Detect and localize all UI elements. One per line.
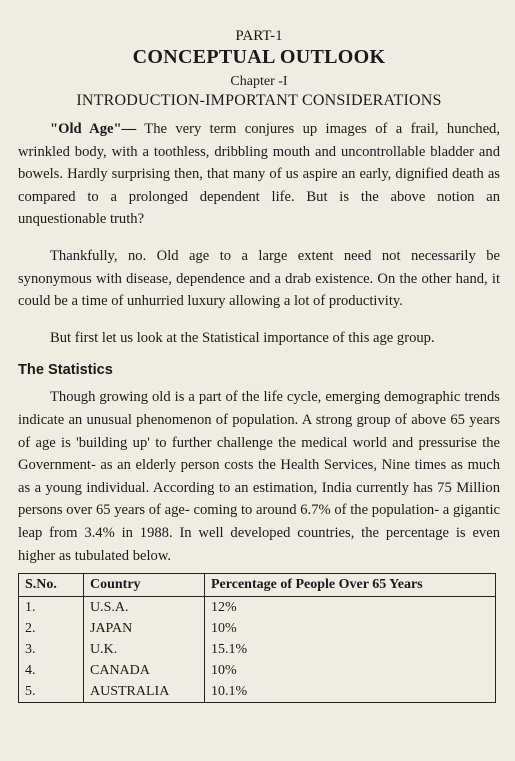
table-cell-country: JAPAN bbox=[84, 618, 205, 639]
table-row bbox=[19, 597, 496, 619]
paragraph-thankfully: Thankfully, no. Old age to a large extent need not necessarily be synonymous with disease, dependence and a drab existence. On the other hand, it could be a time of unhurried luxury allowing a lot of productivity. bbox=[18, 247, 500, 310]
table-cell-percentage: 10% bbox=[205, 618, 496, 639]
table-header-percentage: Percentage of People Over 65 Years bbox=[205, 574, 496, 597]
section-title: INTRODUCTION-IMPORTANT CONSIDERATIONS bbox=[76, 92, 442, 109]
statistics-heading: The Statistics bbox=[18, 362, 113, 379]
table-cell-sno: 4. bbox=[19, 660, 84, 681]
table-cell-sno: 5. bbox=[19, 681, 84, 703]
table-row bbox=[19, 660, 496, 681]
chapter-label: Chapter -I bbox=[230, 74, 288, 89]
table-cell-percentage: 10.1% bbox=[205, 681, 496, 703]
table-header-sno: S.No. bbox=[19, 574, 84, 597]
table-cell-percentage: 15.1% bbox=[205, 639, 496, 660]
table-row bbox=[19, 681, 496, 703]
paragraph-statistical-importance: But first let us look at the Statistical importance of this age group. bbox=[50, 329, 435, 346]
elderly-population-table bbox=[18, 573, 496, 703]
table-cell-country: AUSTRALIA bbox=[84, 681, 205, 703]
table-cell-percentage: 12% bbox=[205, 597, 496, 619]
paragraph-text: The very term conjures up images of a frail, hunched, wrinkled body, with a toothless, dribbling mouth and uncontrollable bladder and bowels. Hardly surprising then, that many of us aspire an early, dignified death as compared to a prolonged dependent life. But is the above notion an unquestionable truth? bbox=[18, 121, 500, 228]
table-cell-percentage: 10% bbox=[205, 660, 496, 681]
paragraph-lead: "Old Age"— bbox=[50, 121, 137, 137]
document-page bbox=[18, 28, 500, 703]
part-label: PART-1 bbox=[235, 28, 283, 44]
table-cell-country: CANADA bbox=[84, 660, 205, 681]
table-row bbox=[19, 639, 496, 660]
table-cell-country: U.K. bbox=[84, 639, 205, 660]
book-title: CONCEPTUAL OUTLOOK bbox=[132, 46, 386, 68]
paragraph-statistics: Though growing old is a part of the life cycle, emerging demographic trends indicate an unusual phenomenon of population. A strong group of above 65 years of age is 'building up' to further challenge the medical world and pressurise the Government- as an elderly person costs the Health Services, Nine times as much as a young individual. According to an estimation, India currently has 75 Million persons over 65 years of age- coming to around 6.7% of the population- a gigantic leap from 3.4% in 1988. In well developed countries, the percentage is even higher as tubulated below. bbox=[18, 389, 500, 564]
table-row bbox=[19, 618, 496, 639]
table-cell-sno: 2. bbox=[19, 618, 84, 639]
table-cell-sno: 1. bbox=[19, 597, 84, 619]
table-header-country: Country bbox=[84, 574, 205, 597]
table-cell-sno: 3. bbox=[19, 639, 84, 660]
table-header-row bbox=[19, 574, 496, 597]
paragraph-old-age bbox=[18, 118, 500, 231]
table-cell-country: U.S.A. bbox=[84, 597, 205, 619]
